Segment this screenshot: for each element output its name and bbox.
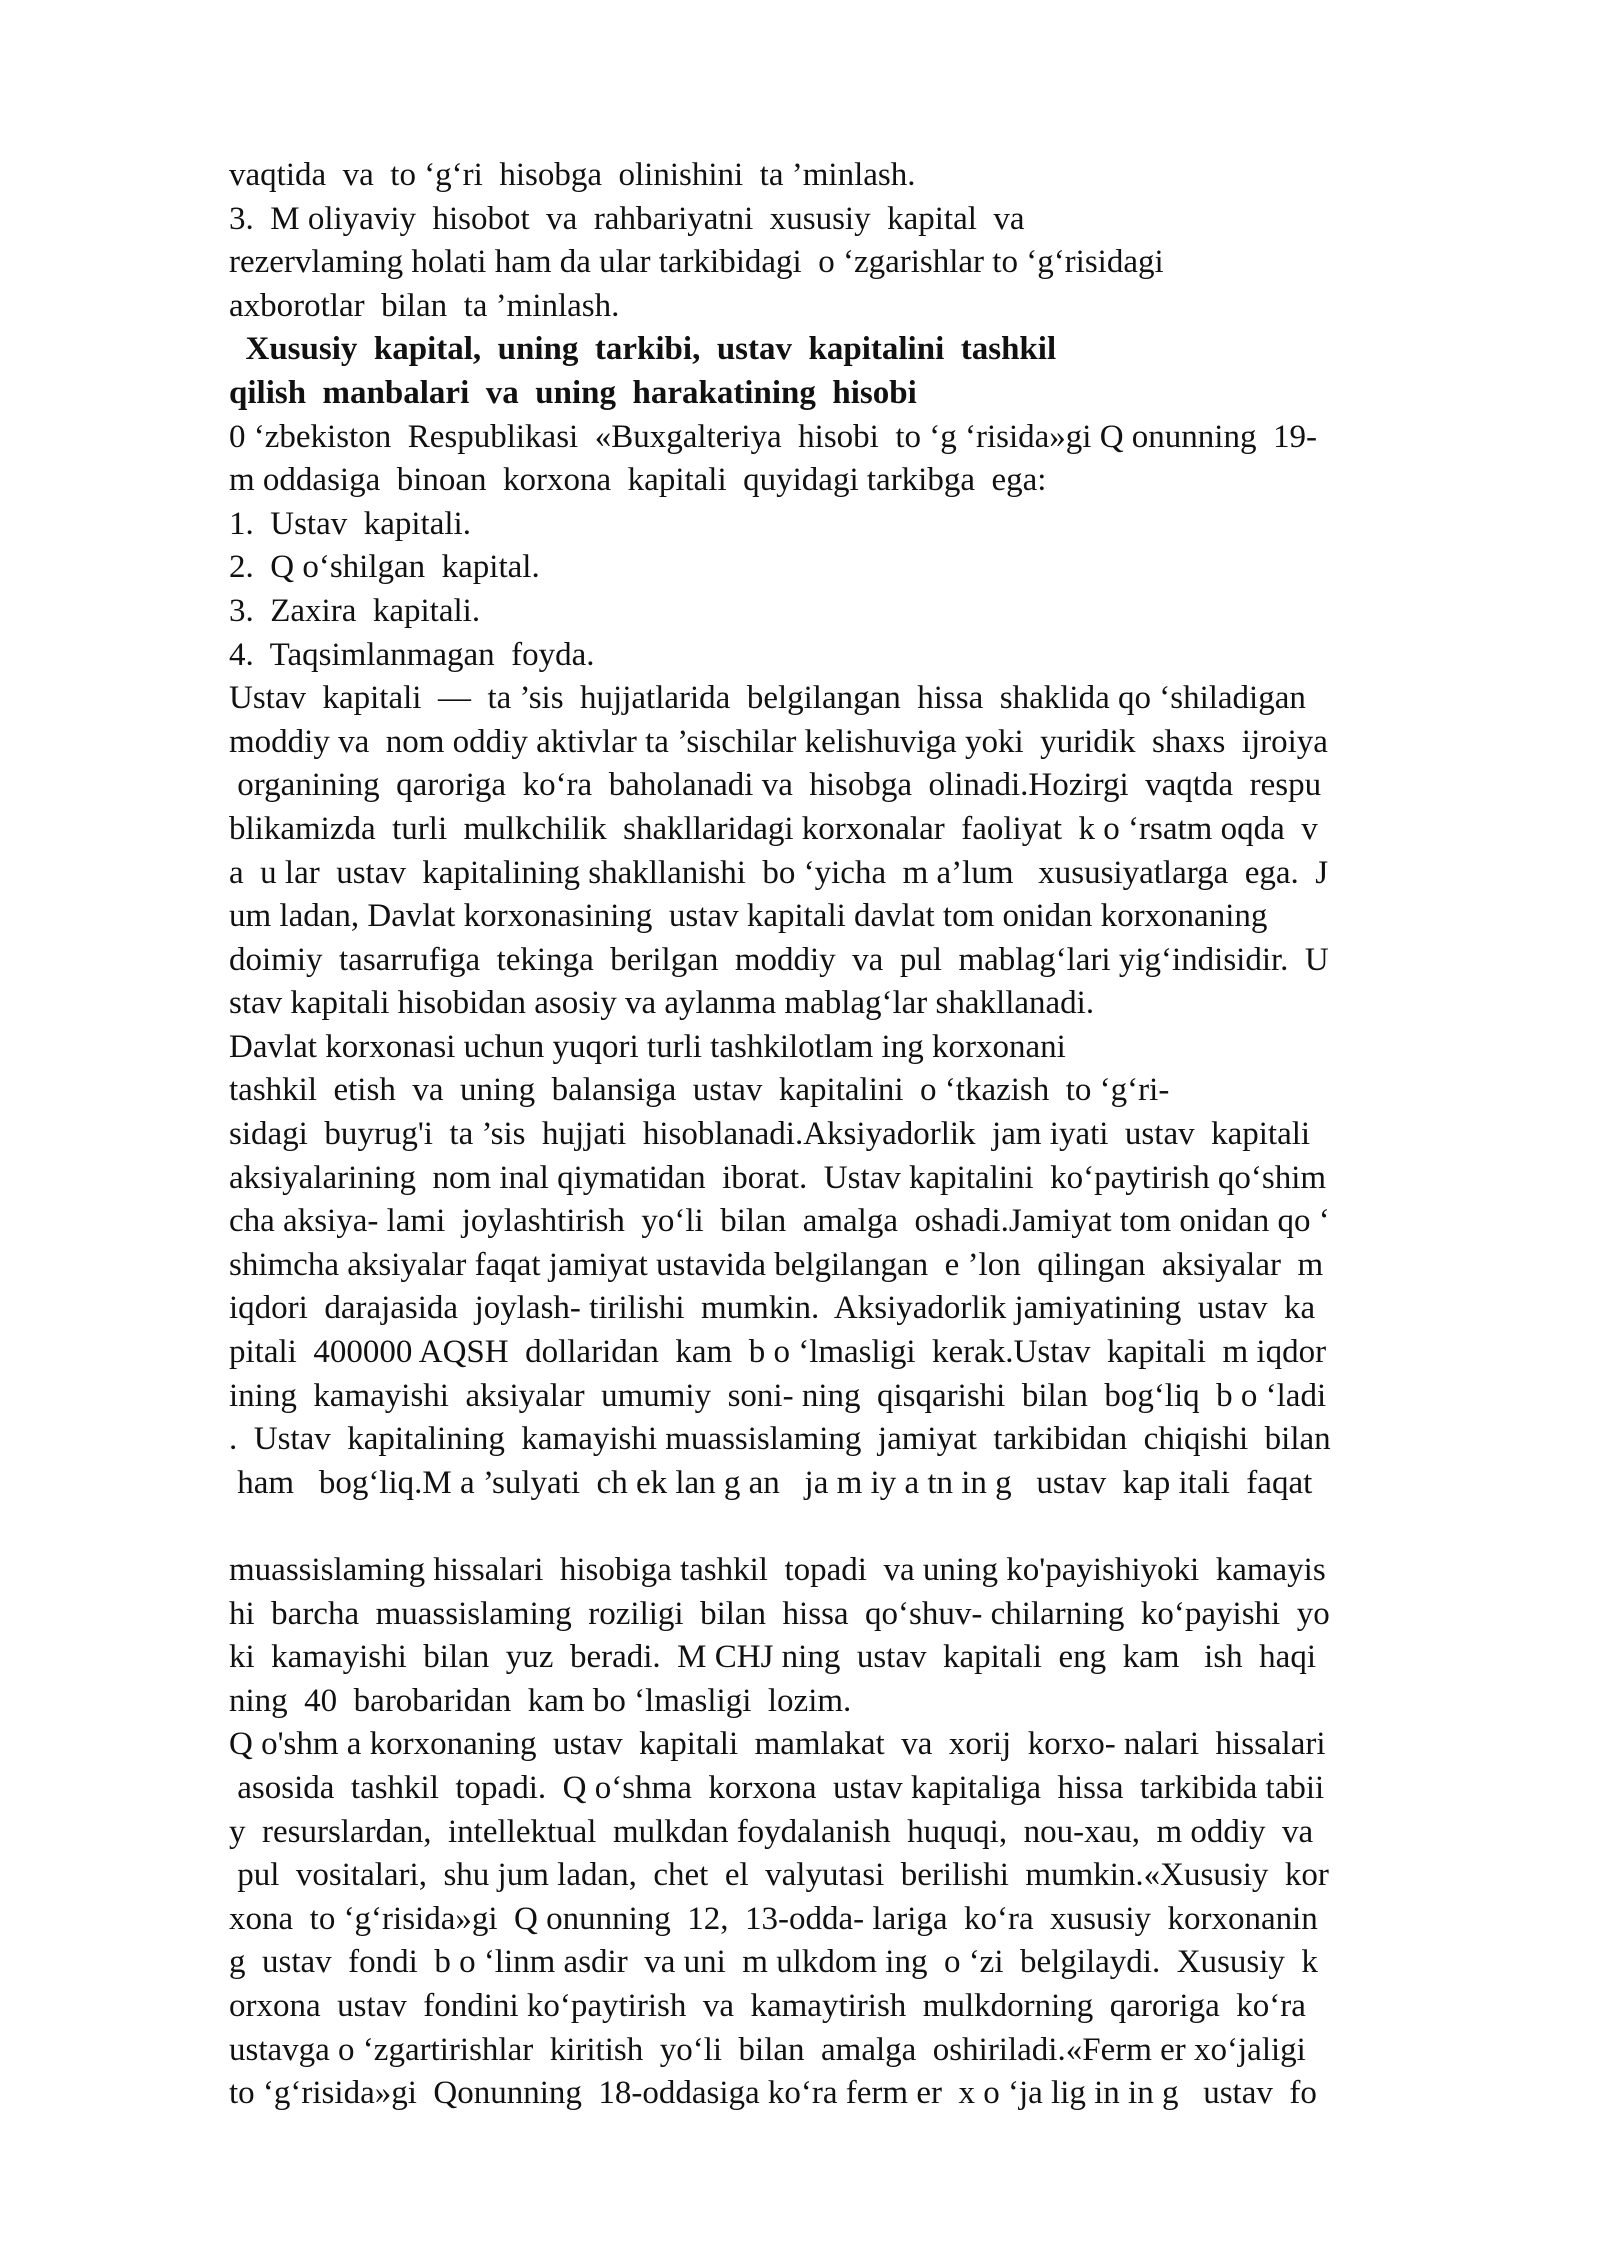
text-line: ki kamayishi bilan yuz beradi. M CHJ ning ustav kapitali eng kam ish haqi: [229, 1639, 1317, 1676]
text-line: Q o'shm a korxonaning ustav kapitali mamlakat va xorij korxo- nalari hissalari: [229, 1726, 1326, 1763]
text-line: hi barcha muassislaming roziligi bilan hissa qo‘shuv- chilarning ko‘payishi yo: [229, 1595, 1330, 1632]
text-line: aksiyalarining nom inal qiymatidan iborat. Ustav kapitalini ko‘paytirish qo‘shim: [229, 1159, 1327, 1196]
text-line: to ‘g‘risida»gi Qonunning 18-oddasiga ko‘ra ferm er x o ‘ja lig in in g ustav fo: [229, 2075, 1317, 2112]
text-line: um ladan, Davlat korxonasining ustav kapitali davlat tom onidan korxonaning: [229, 898, 1268, 935]
text-line: qilish manbalari va uning harakatining hisobi: [229, 374, 917, 411]
text-line: m oddasiga binoan korxona kapitali quyidagi tarkibga ega:: [229, 462, 1047, 499]
text-line: 1. Ustav kapitali.: [229, 505, 471, 542]
text-line: ham bog‘liq.M a ’sulyati ch ek lan g an ja m iy a tn in g ustav kap itali faqat: [229, 1464, 1313, 1501]
text-line: moddiy va nom oddiy aktivlar ta ’sischilar kelishuviga yoki yuridik shaxs ijroiya: [229, 723, 1328, 760]
text-line: ning 40 barobaridan kam bo ‘lmasligi lozim.: [229, 1682, 852, 1719]
text-line: pitali 400000 AQSH dollaridan kam b o ‘lmasligi kerak.Ustav kapitali m iqdor: [229, 1334, 1327, 1371]
text-line: shimcha aksiyalar faqat jamiyat ustavida belgilangan e ’lon qilingan aksiyalar m: [229, 1246, 1324, 1283]
text-line: Xususiy kapital, uning tarkibi, ustav kapitalini tashkil: [229, 331, 1057, 368]
text-line: asosida tashkil topadi. Q o‘shma korxona ustav kapitaliga hissa tarkibida tabii: [229, 1769, 1325, 1806]
text-line: ustavga o ‘zgartirishlar kiritish yo‘li bilan amalga oshiriladi.«Ferm er xo‘jaligi: [229, 2031, 1306, 2068]
page-body: [229, 154, 1529, 2116]
text-line: 4. Taqsimlanmagan foyda.: [229, 636, 595, 673]
text-line: ining kamayishi aksiyalar umumiy soni- ning qisqarishi bilan bog‘liq b o ‘ladi: [229, 1377, 1327, 1414]
text-line: 3. M oliyaviy hisobot va rahbariyatni xususiy kapital va: [229, 200, 1025, 237]
text-line: orxona ustav fondini ko‘paytirish va kamaytirish mulkdorning qaroriga ko‘ra: [229, 1987, 1306, 2024]
text-line: 2. Q o‘shilgan kapital.: [229, 549, 540, 586]
text-line: stav kapitali hisobidan asosiy va aylanma mablag‘lar shakllanadi.: [229, 985, 1095, 1022]
text-line: vaqtida va to ‘g‘ri hisobga olinishini ta ’minlash.: [229, 157, 916, 193]
intro-lines: [229, 154, 1529, 328]
text-line: iqdori darajasida joylash- tirilishi mumkin. Aksiyadorlik jamiyatining ustav ka: [229, 1290, 1316, 1327]
text-line: axborotlar bilan ta ’minlash.: [229, 287, 620, 324]
text-line: xona to ‘g‘risida»gi Q onunning 12, 13-odda- lariga ko‘ra xususiy korxonanin: [229, 1900, 1318, 1937]
text-line: Ustav kapitali — ta ’sis hujjatlarida belgilangan hissa shaklida qo ‘shiladigan: [229, 680, 1306, 717]
text-line: sidagi buyrug'i ta ’sis hujjati hisoblanadi.Aksiyadorlik jam iyati ustav kapitali: [229, 1116, 1311, 1153]
text-line: pul vositalari, shu jum ladan, chet el valyutasi berilishi mumkin.«Xususiy kor: [229, 1857, 1329, 1894]
text-line: a u lar ustav kapitalining shakllanishi bo ‘yicha m a’lum xususiyatlarga ega. J: [229, 854, 1329, 891]
text-line: Davlat korxonasi uchun yuqori turli tashkilotlam ing korxonani: [229, 1028, 1066, 1065]
text-line: tashkil etish va uning balansiga ustav kapitalini o ‘tkazish to ‘g‘ri-: [229, 1072, 1170, 1109]
text-line: muassislaming hissalari hisobiga tashkil topadi va uning ko'payishiyoki kamayis: [229, 1552, 1326, 1588]
text-line: doimiy tasarrufiga tekinga berilgan moddiy va pul mablag‘lari yig‘indisidir. U: [229, 941, 1329, 978]
text-line: blikamizda turli mulkchilik shakllaridagi korxonalar faoliyat k o ‘rsatm oqda v: [229, 810, 1318, 847]
text-line: . Ustav kapitalining kamayishi muassislaming jamiyat tarkibidan chiqishi bilan: [229, 1421, 1331, 1458]
text-line: rezervlaming holati ham da ular tarkibidagi o ‘zgarishlar to ‘g‘risidagi: [229, 244, 1164, 281]
text-line: g ustav fondi b o ‘linm asdir va uni m ulkdom ing o ‘zi belgilaydi. Xususiy k: [229, 1944, 1318, 1981]
body-text-part-2: [229, 1549, 1529, 2116]
text-line: cha aksiya- lami joylashtirish yo‘li bilan amalga oshadi.Jamiyat tom onidan qo ‘: [229, 1203, 1330, 1240]
body-text-part-1: [229, 416, 1529, 1506]
text-line: y resurslardan, intellektual mulkdan foydalanish huquqi, nou-xau, m oddiy va: [229, 1813, 1314, 1850]
paragraph-gap: [229, 1505, 1529, 1549]
text-line: organining qaroriga ko‘ra baholanadi va hisobga olinadi.Hozirgi vaqtda respu: [229, 767, 1322, 804]
text-line: 0 ‘zbekiston Respublikasi «Buxgalteriya hisobi to ‘g ‘risida»gi Q onunning 19-: [229, 418, 1317, 455]
section-heading: [229, 328, 1529, 415]
text-line: 3. Zaxira kapitali.: [229, 592, 481, 629]
